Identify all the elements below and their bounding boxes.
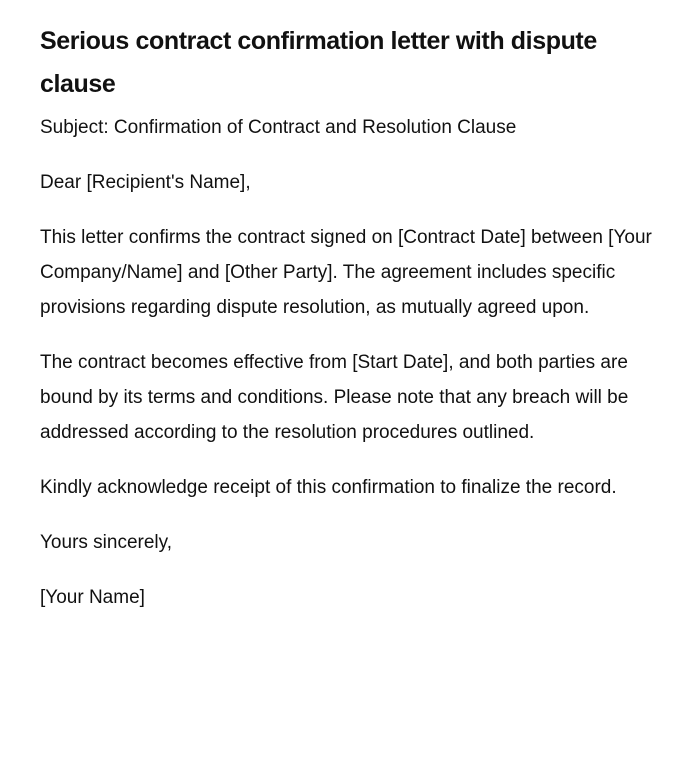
document-title: Serious contract confirmation letter with dispute clause xyxy=(40,27,597,98)
body-paragraph-2: The contract becomes effective from [Start Date], and both parties are bound by its terms and conditions. Please note that any breach will be addressed according to the resolution procedures outlined. xyxy=(40,352,629,443)
body-paragraph-1: This letter confirms the contract signed on [Contract Date] between [Your Company/Name] and [Other Party]. The agreement includes specific provisions regarding dispute resolution, as mutually agreed upon. xyxy=(40,227,652,318)
closing: Yours sincerely, xyxy=(40,532,173,553)
body-paragraph-3: Kindly acknowledge receipt of this confirmation to finalize the record. xyxy=(40,477,617,498)
salutation: Dear [Recipient's Name], xyxy=(40,172,251,193)
signature: [Your Name] xyxy=(40,587,145,608)
subject-line: Subject: Confirmation of Contract and Resolution Clause xyxy=(40,117,517,138)
